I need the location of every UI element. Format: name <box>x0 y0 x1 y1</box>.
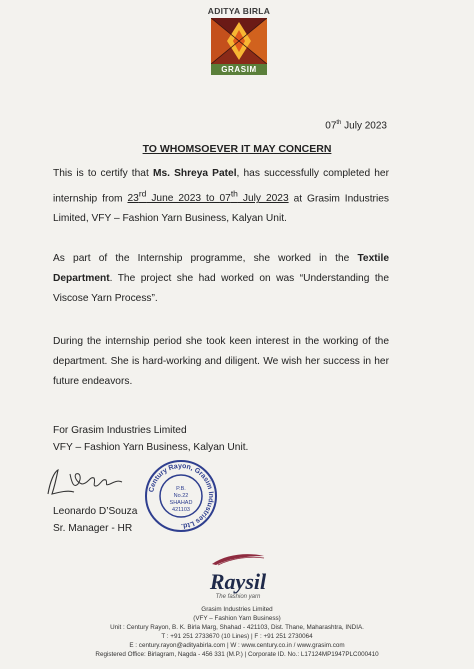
svg-text:No.22: No.22 <box>173 493 189 499</box>
paragraph-certification: This is to certify that Ms. Shreya Patel, has successfully completed her internship from 23rd June 2023 to 07th July 2023 at Grasim Industries Limited, VFY – Fashion Yarn Business, Kalyan Unit. <box>53 168 389 225</box>
letter-date: 07th July 2023 <box>325 120 387 132</box>
svg-text:SHAHAD: SHAHAD <box>169 500 193 506</box>
grasim-text: GRASIM <box>211 64 267 75</box>
intern-name: Ms. Shreya Patel <box>152 168 237 179</box>
letterhead-footer: Grasim Industries Limited (VFY – Fashion Yarn Business) Unit : Century Rayon, B. K. Birla Marg, Shahad - 421103, Dist. Thane, Maharashtra, INDIA. T : +91 251 2733670 (10 Lines) | F : +91 251 2730064 E : century.rayon@adityabirla.com | W : www.century.co.in / www.grasim.com Registered Office: Birlagram, Nagda - 456 331 (M.P.) | Corporate ID. No.: L17124MP1947PLC000410 <box>95 606 379 658</box>
paragraph-remarks: During the internship period she took keen interest in the working of the department. She is hard-working and diligent. We wish her success in her future endeavors. <box>53 336 389 387</box>
company-block: For Grasim Industries Limited VFY – Fashion Yarn Business, Kalyan Unit. <box>53 425 249 453</box>
internship-period: 23rd June 2023 to 07th July 2023 <box>127 189 289 205</box>
signature-icon <box>40 462 130 502</box>
company-seal-icon <box>143 458 219 534</box>
signer-block <box>53 503 137 537</box>
aditya-birla-logo <box>204 6 274 75</box>
raysil-logo: Raysil The fashion yarn <box>195 552 281 601</box>
signer-name: Leonardo D’Souza <box>53 506 138 517</box>
svg-text:P.B.: P.B. <box>176 486 186 492</box>
department-name: Textile Department <box>53 253 389 284</box>
rising-sun-logo-icon <box>211 18 267 64</box>
letter-subject: TO WHOMSOEVER IT MAY CONCERN <box>142 143 332 155</box>
svg-text:421103: 421103 <box>172 507 190 513</box>
svg-text:Century Rayon, Grasim Industri: Century Rayon, Grasim Industries Ltd. <box>148 462 215 530</box>
signer-title: Sr. Manager - HR <box>53 523 133 534</box>
paragraph-project: As part of the Internship programme, she worked in the Textile Department. The project she had worked on was “Understanding the Viscose Yarn Process”. <box>53 253 389 304</box>
raysil-swoosh-icon <box>208 552 268 566</box>
brand-text: ADITYA BIRLA <box>207 6 271 16</box>
